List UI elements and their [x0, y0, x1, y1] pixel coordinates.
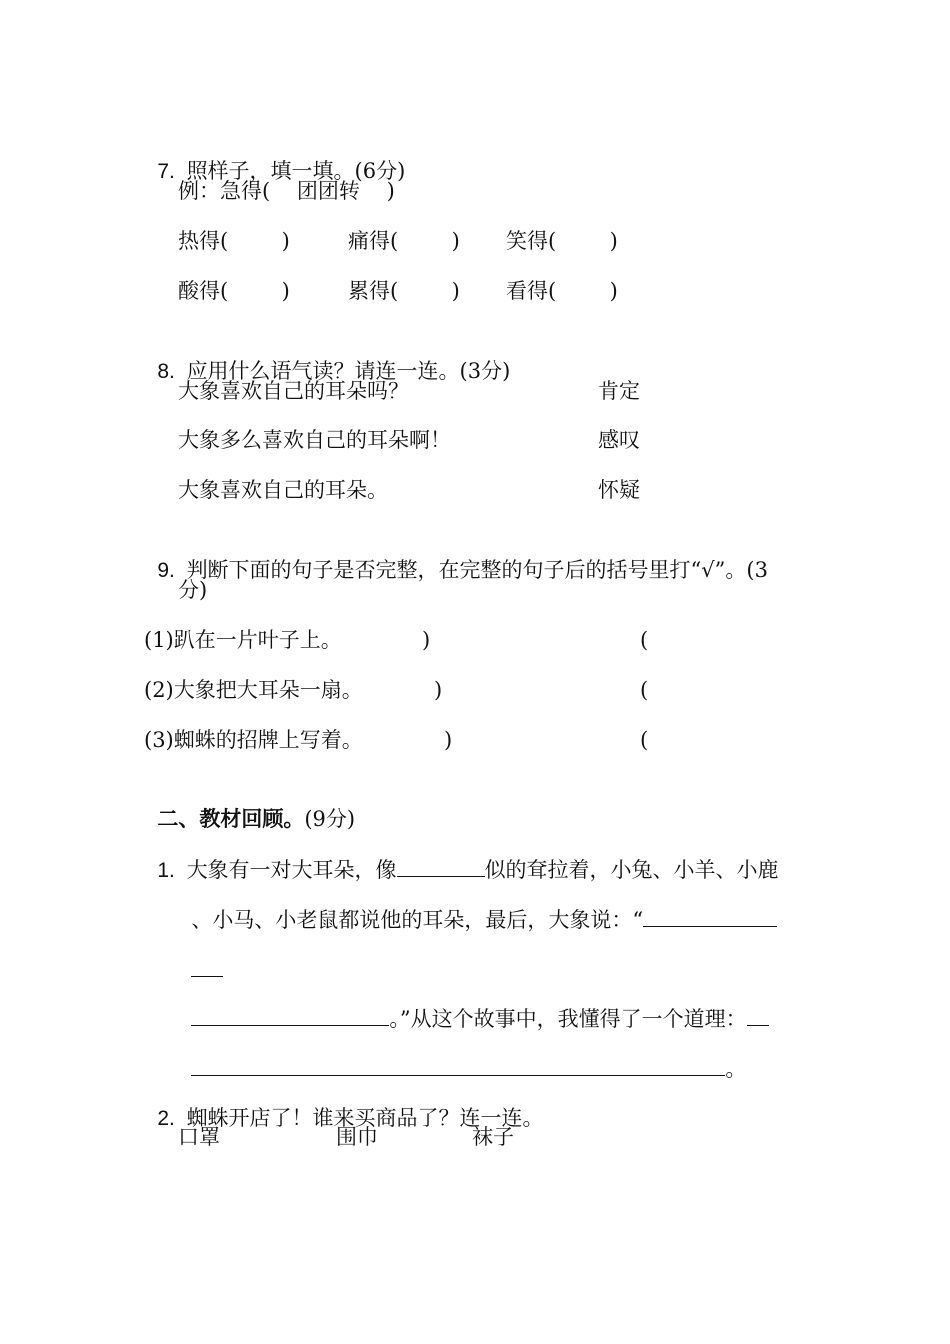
judge-item-open-paren: (: [640, 728, 649, 752]
question-number-dot: .: [169, 559, 187, 582]
product-item: 围巾: [336, 1125, 378, 1149]
question-text-part: 似的耷拉着，小兔、小羊、小鹿: [484, 858, 779, 882]
question-text: 应用什么语气读？请连一连。(3分): [186, 359, 511, 383]
product-item: 袜子: [472, 1125, 514, 1149]
tone-item: 肯定: [598, 379, 640, 403]
product-item: 口罩: [178, 1125, 220, 1149]
question-9: [144, 525, 768, 586]
question-number: 8: [157, 360, 170, 383]
judge-item-close-paren: ): [444, 728, 453, 752]
fill-item: 酸得( ): [178, 279, 290, 303]
sentence-item: 大象多么喜欢自己的耳朵啊！: [178, 428, 451, 452]
question-text-continued: 分): [178, 578, 208, 602]
tone-item: 感叹: [598, 428, 640, 452]
question-number-dot: .: [169, 1107, 187, 1130]
question-text-part: 。”从这个故事中，我懂得了一个道理：: [389, 1007, 747, 1031]
question-text: 照样子，填一填。(6分): [186, 159, 406, 183]
fill-item: 笑得( ): [506, 229, 618, 253]
judge-item-text: (2)大象把大耳朵一扇。: [144, 678, 363, 702]
question-number-dot: .: [169, 160, 187, 183]
question-number: 7: [157, 160, 170, 183]
question-text-part: 。: [725, 1057, 747, 1081]
judge-item-text: (1)趴在一片叶子上。: [144, 628, 342, 652]
question-number-dot: .: [169, 859, 187, 882]
fill-item: 痛得( ): [348, 229, 460, 253]
section-title: 二、教材回顾。: [157, 806, 305, 831]
s2-question-1-line2: [178, 874, 777, 935]
answer-blank[interactable]: [643, 904, 777, 927]
question-number-dot: .: [169, 360, 187, 383]
fill-item: 看得( ): [506, 279, 618, 303]
tone-item: 怀疑: [598, 478, 640, 502]
example-line: 例：急得( 团团转 ): [178, 179, 395, 203]
question-text-part: 、小马、小老鼠都说他的耳朵，最后，大象说：“: [191, 908, 644, 932]
question-number: 1: [157, 859, 170, 882]
answer-blank[interactable]: [747, 1003, 769, 1026]
sentence-item: 大象喜欢自己的耳朵。: [178, 478, 388, 502]
question-number: 9: [157, 559, 170, 582]
question-number: 2: [157, 1107, 170, 1130]
judge-item-close-paren: ): [434, 678, 443, 702]
judge-item-close-paren: ): [422, 628, 431, 652]
fill-item: 热得( ): [178, 229, 290, 253]
judge-item-open-paren: (: [640, 678, 649, 702]
judge-item-open-paren: (: [640, 628, 649, 652]
judge-item-text: (3)蜘蛛的招牌上写着。: [144, 728, 363, 752]
question-text-part: 大象有一对大耳朵，像: [186, 858, 397, 882]
sentence-item: 大象喜欢自己的耳朵吗？: [178, 379, 409, 403]
question-text: 判断下面的句子是否完整，在完整的句子后的括号里打“√”。(3: [186, 558, 768, 582]
section-score: (9分): [304, 807, 356, 831]
fill-item: 累得( ): [348, 279, 460, 303]
question-text: 蜘蛛开店了！谁来买商品了？连一连。: [186, 1106, 544, 1130]
